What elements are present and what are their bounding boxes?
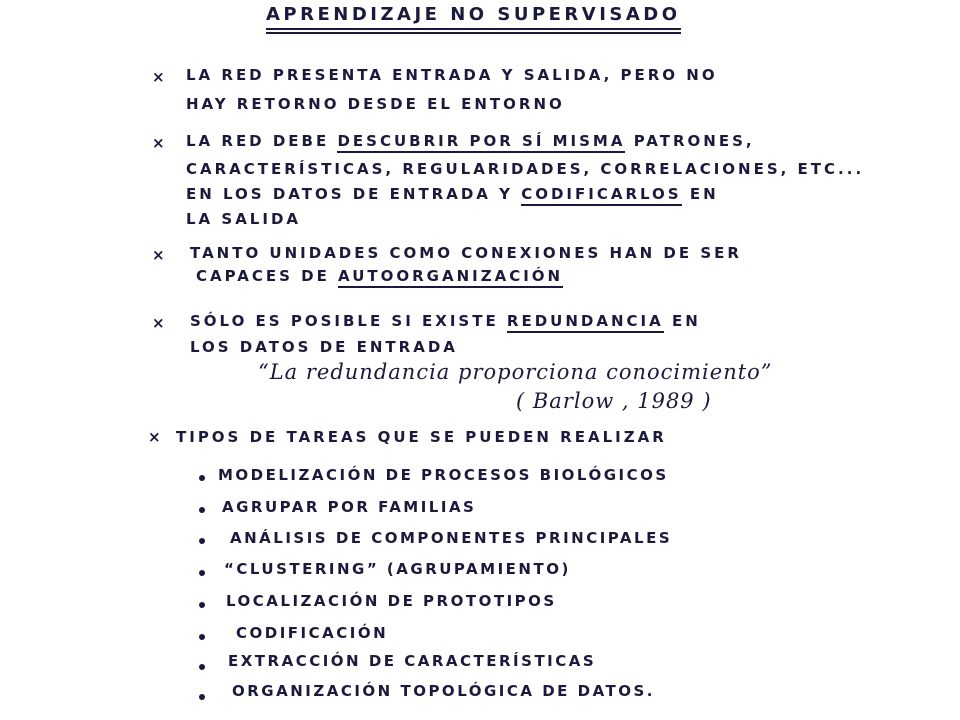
point-5-line-1: TIPOS DE TAREAS QUE SE PUEDEN REALIZAR [176,428,667,446]
bullet-dot-icon [199,664,205,670]
bullet-dot-icon [199,507,205,513]
point-2-line-3-text: EN LOS DATOS DE ENTRADA Y [186,185,522,203]
point-3-line-2 [196,267,563,285]
point-4-line-2: LOS DATOS DE ENTRADA [190,338,458,356]
bullet-cross-icon: × [152,134,165,152]
quote-citation: ( Barlow , 1989 ) [516,389,712,413]
point-1-line-2: HAY RETORNO DESDE EL ENTORNO [186,95,565,113]
bullet-cross-icon: × [152,314,165,332]
bullet-dot-icon [199,475,205,481]
point-2-line-2: CARACTERÍSTICAS, REGULARIDADES, CORRELACIONES, ETC... [186,160,865,178]
bullet-cross-icon: × [152,246,165,264]
point-2-line-1 [186,132,755,150]
point-1-line-1: LA RED PRESENTA ENTRADA Y SALIDA, PERO NO [186,66,718,84]
point-4-line-1-tail: EN [663,312,701,330]
point-2-line-1-text: LA RED DEBE [186,132,338,150]
point-2-line-1-tail: PATRONES, [625,132,755,150]
underlined-phrase: REDUNDANCIA [507,312,664,333]
task-item: AGRUPAR POR FAMILIAS [222,498,477,516]
bullet-dot-icon [199,538,205,544]
task-item: ORGANIZACIÓN TOPOLÓGICA DE DATOS. [232,682,655,700]
page-title: APRENDIZAJE NO SUPERVISADO [266,4,681,30]
task-item: LOCALIZACIÓN DE PROTOTIPOS [226,592,557,610]
point-3-line-2-text: CAPACES DE [196,267,339,285]
point-3-line-1: TANTO UNIDADES COMO CONEXIONES HAN DE SER [190,244,742,262]
point-2-line-4: LA SALIDA [186,210,302,228]
bullet-dot-icon [199,570,205,576]
underlined-phrase: CODIFICARLOS [521,185,681,206]
bullet-cross-icon: × [148,428,161,446]
point-2-line-3 [186,185,719,203]
task-item: “CLUSTERING” (AGRUPAMIENTO) [224,560,571,578]
task-item: ANÁLISIS DE COMPONENTES PRINCIPALES [230,529,673,547]
underlined-phrase: DESCUBRIR POR SÍ MISMA [337,132,625,153]
point-2-line-3-tail: EN [681,185,719,203]
task-item: CODIFICACIÓN [236,624,389,642]
bullet-dot-icon [199,602,205,608]
bullet-cross-icon: × [152,68,165,86]
task-item: MODELIZACIÓN DE PROCESOS BIOLÓGICOS [218,466,669,484]
point-4-line-1 [190,312,701,330]
barlow-quote: “La redundancia proporciona conocimiento” [258,360,773,384]
point-4-line-1-text: SÓLO ES POSIBLE SI EXISTE [190,312,507,330]
task-item: EXTRACCIÓN DE CARACTERÍSTICAS [228,652,597,670]
bullet-dot-icon [199,694,205,700]
bullet-dot-icon [199,634,205,640]
underlined-phrase: AUTOORGANIZACIÓN [338,267,563,288]
